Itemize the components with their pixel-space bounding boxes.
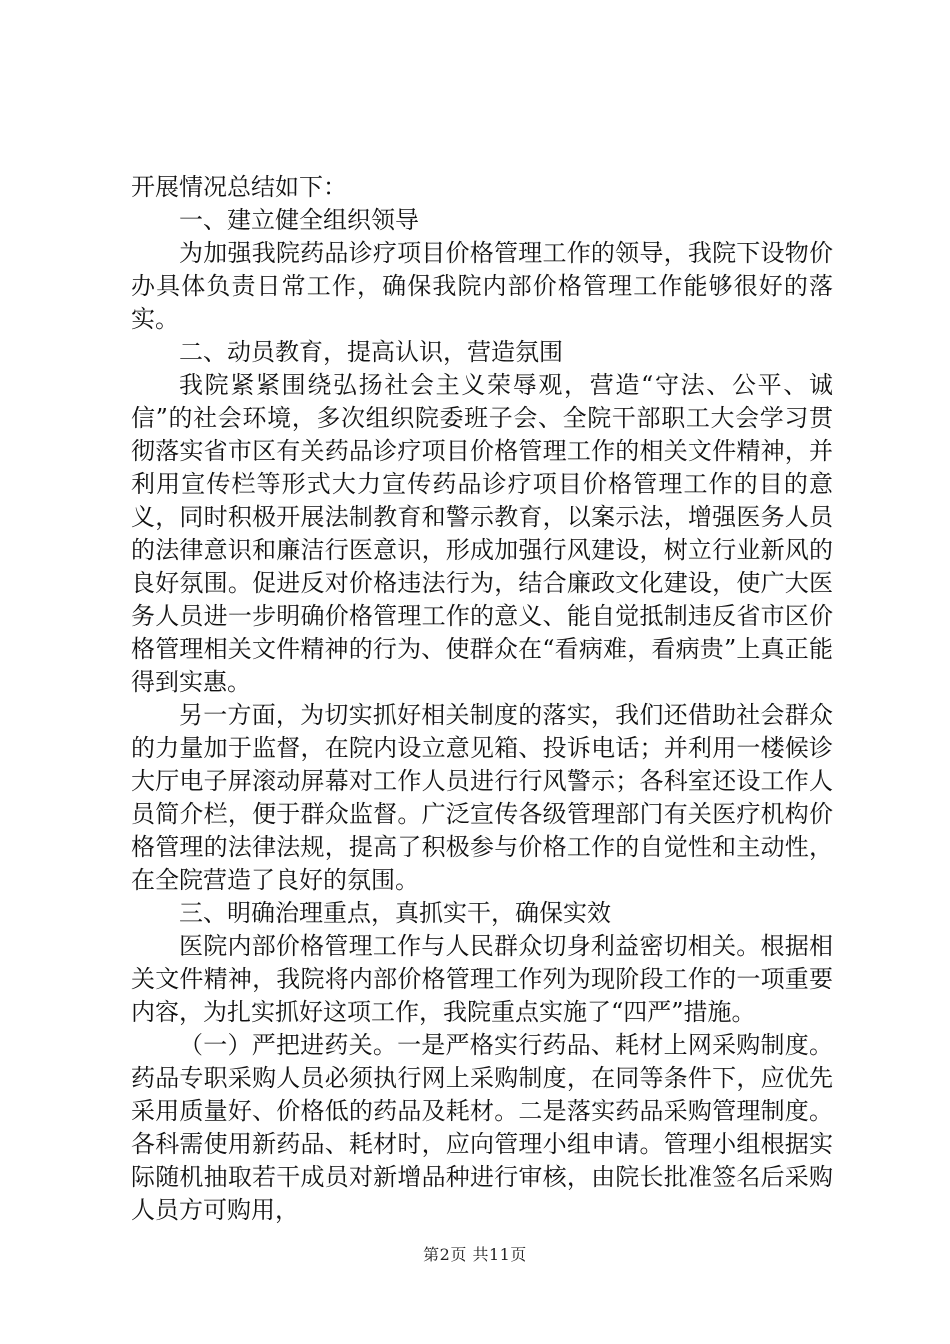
paragraph-3: 另一方面，为切实抓好相关制度的落实，我们还借助社会群众的力量加于监督，在院内设立意见箱、投诉电话；并利用一楼候诊大厅电子屏滚动屏幕对工作人员进行行风警示；各科室还设工作人员简介栏，便于群众监督。广泛宣传各级管理部门有关医疗机构价格管理的法律法规，提高了积极参与价格工作的自觉性和主动性，在全院营造了良好的氛围。 <box>131 701 833 894</box>
paragraph-2: 我院紧紧围绕弘扬社会主义荣辱观，营造“守法、公平、诚信”的社会环境，多次组织院委班子会、全院干部职工大会学习贯彻落实省市区有关药品诊疗项目价格管理工作的相关文件精神，并利用宣传栏等形式大力宣传药品诊疗项目价格管理工作的目的意义，同时积极开展法制教育和警示教育，以案示法，增强医务人员的法律意识和廉洁行医意识，形成加强行风建设，树立行业新风的良好氛围。促进反对价格违法行为，结合廉政文化建设，使广大医务人员进一步明确价格管理工作的意义、能自觉抵制违反省市区价格管理相关文件精神的行为、使群众在“看病难，看病贵”上真正能得到实惠。 <box>131 371 833 696</box>
document-body <box>131 171 833 1227</box>
paragraph-5: （一）严把进药关。一是严格实行药品、耗材上网采购制度。药品专职采购人员必须执行网上采购制度，在同等条件下，应优先采用质量好、价格低的药品及耗材。二是落实药品采购管理制度。各科需使用新药品、耗材时，应向管理小组申请。管理小组根据实际随机抽取若干成员对新增品种进行审核，由院长批准签名后采购人员方可购用， <box>131 1031 833 1224</box>
paragraph-1: 为加强我院药品诊疗项目价格管理工作的领导，我院下设物价办具体负责日常工作，确保我院内部价格管理工作能够很好的落实。 <box>131 239 833 333</box>
section-heading-2: 二、动员教育，提高认识，营造氛围 <box>179 338 563 366</box>
paragraph-intro: 开展情况总结如下： <box>131 173 347 201</box>
section-heading-1: 一、建立健全组织领导 <box>179 206 419 234</box>
section-heading-3: 三、明确治理重点，真抓实干，确保实效 <box>179 899 611 927</box>
paragraph-4: 医院内部价格管理工作与人民群众切身利益密切相关。根据相关文件精神，我院将内部价格管理工作列为现阶段工作的一项重要内容，为扎实抓好这项工作，我院重点实施了“四严”措施。 <box>131 932 833 1026</box>
page-number-footer: 第2页 共11页 <box>423 1245 527 1264</box>
